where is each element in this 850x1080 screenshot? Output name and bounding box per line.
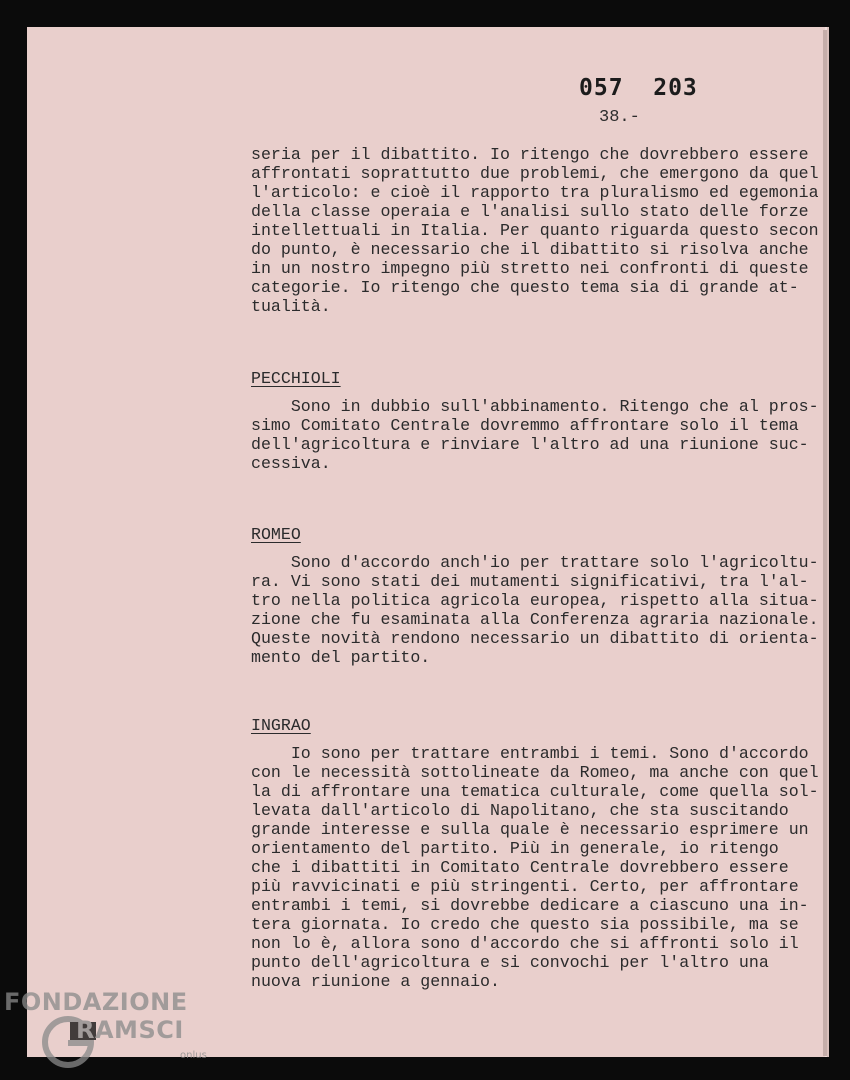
watermark-line-3: onlus — [180, 1050, 207, 1061]
text-line: Io sono per trattare entrambi i temi. Sono d'accordo — [251, 744, 809, 763]
text-line: zione che fu esaminata alla Conferenza agraria nazionale. — [251, 610, 819, 629]
text-line: cessiva. — [251, 454, 331, 473]
text-line: simo Comitato Centrale dovremmo affrontare solo il tema — [251, 416, 799, 435]
text-line: grande interesse e sulla quale è necessario esprimere un — [251, 820, 809, 839]
text-line: Sono d'accordo anch'io per trattare solo l'agricoltu- — [251, 553, 819, 572]
archive-number: 057 203 — [579, 75, 698, 101]
text-line: affrontati soprattutto due problemi, che emergono da quel — [251, 164, 819, 183]
text-line: punto dell'agricoltura e si convochi per l'altro una — [251, 953, 769, 972]
text-line: Queste novità rendono necessario un dibattito di orienta- — [251, 629, 819, 648]
text-line: tualità. — [251, 297, 331, 316]
text-line: tera giornata. Io credo che questo sia possibile, ma se — [251, 915, 799, 934]
text-line: entrambi i temi, si dovrebbe dedicare a ciascuno una in- — [251, 896, 809, 915]
text-line: che i dibattiti in Comitato Centrale dovrebbero essere — [251, 858, 789, 877]
text-line: con le necessità sottolineate da Romeo, ma anche con quel — [251, 763, 819, 782]
text-line: levata dall'articolo di Napolitano, che sta suscitando — [251, 801, 789, 820]
text-line: più ravvicinati e più stringenti. Certo, per affrontare — [251, 877, 799, 896]
text-line: orientamento del partito. Più in generale, io ritengo — [251, 839, 779, 858]
text-line: seria per il dibattito. Io ritengo che dovrebbero essere — [251, 145, 809, 164]
fondazione-gramsci-watermark — [4, 986, 224, 1076]
speaker-name: INGRAO — [251, 716, 311, 735]
text-line: Sono in dubbio sull'abbinamento. Ritengo che al pros- — [251, 397, 819, 416]
watermark-line-1: FONDAZIONE — [4, 988, 188, 1016]
text-line: l'articolo: e cioè il rapporto tra pluralismo ed egemonia — [251, 183, 819, 202]
page-edge — [823, 30, 827, 1056]
text-line: in un nostro impegno più stretto nei confronti di queste — [251, 259, 809, 278]
text-line: ra. Vi sono stati dei mutamenti significativi, tra l'al- — [251, 572, 809, 591]
text-line: la di affrontare una tematica culturale, come quella sol- — [251, 782, 819, 801]
text-line: categorie. Io ritengo che questo tema sia di grande at- — [251, 278, 799, 297]
text-line: intellettuali in Italia. Per quanto riguarda questo secon — [251, 221, 819, 240]
page-number: 38.- — [599, 108, 640, 127]
speaker-name: ROMEO — [251, 525, 301, 544]
text-line: dell'agricoltura e rinviare l'altro ad una riunione suc- — [251, 435, 809, 454]
text-line: della classe operaia e l'analisi sullo stato delle forze — [251, 202, 809, 221]
text-line: tro nella politica agricola europea, rispetto alla situa- — [251, 591, 819, 610]
text-line: mento del partito. — [251, 648, 431, 667]
text-line: do punto, è necessario che il dibattito si risolva anche — [251, 240, 809, 259]
text-line: nuova riunione a gennaio. — [251, 972, 500, 991]
text-line: non lo è, allora sono d'accordo che si affronti solo il — [251, 934, 799, 953]
speaker-name: PECCHIOLI — [251, 369, 341, 388]
watermark-line-2: RAMSCI — [76, 1016, 184, 1044]
